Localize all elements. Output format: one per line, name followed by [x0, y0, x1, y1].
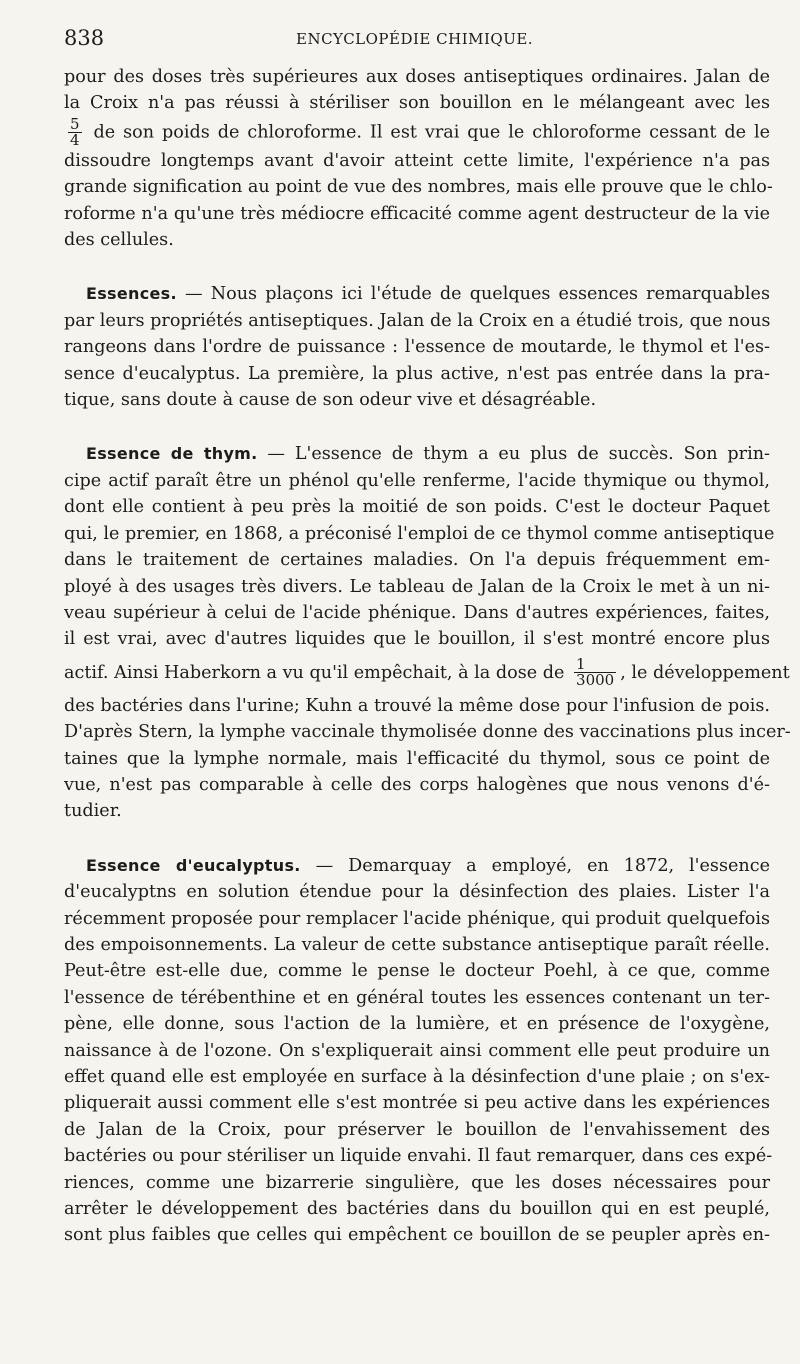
text-line: effet quand elle est employée en surface à la désinfection d'une plaie ; on s'ex- [64, 1067, 770, 1087]
text-line: veau supérieur à celui de l'acide phénique. Dans d'autres expériences, faites, [64, 602, 770, 623]
line-text: — Nous plaçons ici l'étude de quelques essences remarquables [176, 284, 770, 305]
text-line: des cellules. [64, 230, 174, 251]
fraction [68, 114, 82, 149]
section-term-essences: Essences. [86, 284, 177, 304]
text-line: qui, le premier, en 1868, a préconisé l'emploi de ce thymol comme antiseptique [64, 523, 775, 544]
paragraph-essence-d-eucalyptus [64, 853, 773, 1249]
text-line: Peut-être est-elle due, comme le pense le docteur Poehl, à ce que, comme [64, 961, 770, 982]
section-term-eucalyptus: Essence d'eucalyptus. [86, 855, 301, 875]
text-line: l'essence de térébenthine et en général toutes les essences contenant un ter- [64, 987, 770, 1008]
text-line: pour des doses très supérieures aux doses antiseptiques ordinaires. Jalan de [64, 67, 770, 87]
text-line: vue, n'est pas comparable à celle des corps halogènes que nous venons d'é- [64, 774, 770, 795]
text-line: ployé à des usages très divers. Le tableau de Jalan de la Croix le met à un ni- [64, 576, 770, 597]
fraction-numerator: 1 [574, 657, 616, 673]
text-line: tudier. [64, 801, 122, 822]
line-text: — L'essence de thym a eu plus de succès. Son prin- [257, 444, 770, 465]
line-text: — Demarquay a employé, en 1872, l'essence [300, 855, 770, 876]
text-line: rangeons dans l'ordre de puissance : l'essence de moutarde, le thymol et l'es- [64, 337, 770, 358]
text-line [64, 441, 770, 467]
text-line: naissance à de l'ozone. On s'expliquerait ainsi comment elle peut produire un [64, 1040, 770, 1061]
text-line: sont plus faibles que celles qui empêchent ce bouillon de se peupler après en- [64, 1225, 770, 1246]
text-line: riences, comme une bizarrerie singulière, que les doses nécessaires pour [64, 1172, 770, 1193]
page-header [64, 26, 772, 52]
page-number: 838 [64, 26, 105, 50]
text-line [64, 653, 790, 693]
text-line: arrêter le développement des bactéries dans du bouillon qui en est peuplé, [64, 1199, 770, 1220]
body-text [64, 64, 791, 1249]
text-line: pène, elle donne, sous l'action de la lumière, et en présence de l'oxygène, [64, 1014, 770, 1035]
text-line [64, 853, 770, 879]
text-line: bactéries ou pour stériliser un liquide envahi. Il faut remarquer, dans ces expé- [64, 1146, 773, 1167]
text-line: D'après Stern, la lymphe vaccinale thymolisée donne des vaccinations plus incer- [64, 722, 791, 743]
text-line: dans le traitement de certaines maladies. On l'a depuis fréquemment em- [64, 550, 770, 571]
line-text: , le développement [620, 662, 790, 683]
text-line: d'eucalyptns en solution étendue pour la désinfection des plaies. Lister l'a [64, 882, 770, 903]
running-title: ENCYCLOPÉDIE CHIMIQUE. [296, 30, 534, 48]
text-line: des empoisonnements. La valeur de cette substance antiseptique paraît réelle. [64, 934, 770, 955]
paragraph-chloroforme [64, 64, 773, 253]
text-line: sence d'eucalyptus. La première, la plus active, n'est pas entrée dans la pra- [64, 363, 770, 384]
text-line: récemment proposée pour remplacer l'acide phénique, qui produit quelquefois [64, 908, 770, 929]
text-line: de Jalan de la Croix, pour préserver le bouillon de l'envahissement des [64, 1119, 770, 1140]
text-line [64, 281, 770, 307]
paragraph-essences [64, 281, 770, 413]
text-line: pliquerait aussi comment elle s'est montrée si peu active dans les expériences [64, 1093, 770, 1114]
text-line: dont elle contient à peu près la moitié de son poids. C'est le docteur Paquet [64, 497, 770, 518]
section-term-thym: Essence de thym. [86, 444, 258, 464]
text-line: par leurs propriétés antiseptiques. Jalan de la Croix en a étudié trois, que nous [64, 310, 771, 331]
text-line: des bactéries dans l'urine; Kuhn a trouvé la même dose pour l'infusion de pois. [64, 695, 770, 716]
text-line: cipe actif paraît être un phénol qu'elle renferme, l'acide thymique ou thymol, [64, 470, 770, 491]
text-line: tique, sans doute à cause de son odeur vive et désagréable. [64, 390, 597, 411]
text-line: roforme n'a qu'une très médiocre efficacité comme agent destructeur de la vie [64, 203, 770, 224]
text-line: grande signification au point de vue des nombres, mais elle prouve que le chlo- [64, 177, 773, 198]
text-line: dissoudre longtemps avant d'avoir atteint cette limite, l'expérience n'a pas [64, 150, 770, 171]
text-line [64, 114, 770, 149]
line-text: de son poids de chloroforme. Il est vrai que le chloroforme cessant de le [93, 122, 770, 143]
line-text: actif. Ainsi Haberkorn a vu qu'il empêchait, à la dose de [64, 662, 565, 683]
fraction-numerator: 5 [70, 114, 80, 133]
fraction [574, 657, 616, 688]
text-line: taines que la lymphe normale, mais l'efficacité du thymol, sous ce point de [64, 748, 770, 769]
fraction-denominator: 4 [70, 130, 80, 149]
text-line: la Croix n'a pas réussi à stériliser son bouillon en le mélangeant avec les [64, 93, 770, 114]
text-line: il est vrai, avec d'autres liquides que le bouillon, il s'est montré encore plus [64, 629, 770, 650]
fraction-denominator: 3000 [576, 671, 615, 690]
paragraph-essence-de-thym [64, 441, 791, 824]
